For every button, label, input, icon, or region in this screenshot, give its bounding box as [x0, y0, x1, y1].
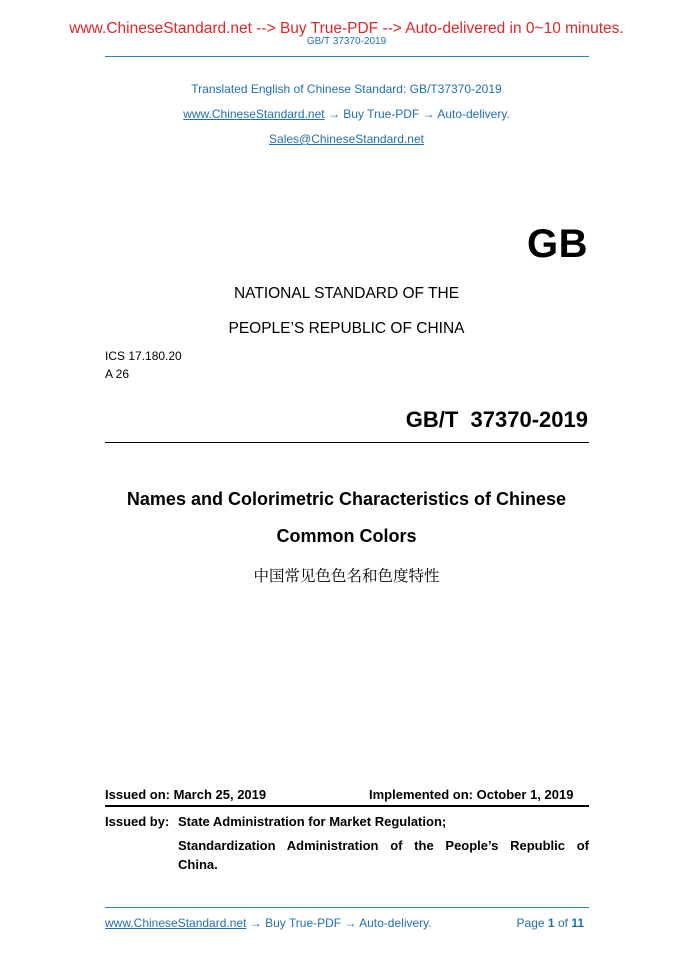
buy-pdf-text: → Buy True-PDF → Auto-delivery.	[327, 107, 510, 121]
promo-banner[interactable]: www.ChineseStandard.net --> Buy True-PDF --> Auto-delivered in 0~10 minutes.	[69, 20, 624, 37]
footer-rule	[105, 907, 589, 908]
page-total: 11	[571, 916, 584, 930]
ics-code: ICS 17.180.20	[105, 349, 182, 363]
of-label: of	[557, 916, 568, 930]
national-standard-line1: NATIONAL STANDARD OF THE	[233, 285, 460, 302]
page-number: 1	[547, 916, 555, 930]
email-link[interactable]: Sales@ChineseStandard.net	[269, 132, 424, 146]
issuer-line2: Standardization Administration of the People’s Republic of	[178, 838, 589, 853]
page-label: Page	[516, 916, 545, 930]
footer-links	[105, 916, 432, 930]
translation-note: Translated English of Chinese Standard: GB/T37370-2019	[191, 82, 502, 96]
page-indicator	[500, 916, 584, 930]
footer-site-link[interactable]: www.ChineseStandard.net	[105, 916, 247, 930]
issued-by-label: Issued by:	[105, 814, 170, 829]
email-line	[0, 132, 693, 146]
issuer-line1: State Administration for Market Regulation;	[178, 814, 447, 829]
document-title-line1: Names and Colorimetric Characteristics of Chinese	[126, 489, 567, 509]
footer-buy-text: → Buy True-PDF → Auto-delivery.	[249, 916, 432, 930]
issuer-line3: China.	[178, 857, 218, 872]
document-title-chinese: 中国常见色色名和色度特性	[253, 567, 440, 585]
issued-date: Issued on: March 25, 2019	[105, 787, 267, 802]
classification-code: A 26	[105, 367, 130, 381]
dates-rule	[105, 805, 589, 807]
implemented-date: Implemented on: October 1, 2019	[369, 787, 574, 802]
code-rule	[105, 442, 589, 443]
header-standard-code: GB/T 37370-2019	[306, 36, 387, 47]
site-link[interactable]: www.ChineseStandard.net	[183, 107, 325, 121]
document-title-line2: Common Colors	[276, 526, 417, 546]
national-standard-line2: PEOPLE’S REPUBLIC OF CHINA	[228, 320, 465, 337]
translation-links	[0, 107, 693, 121]
standard-number: GB/T 37370-2019	[405, 407, 588, 432]
gb-mark: GB	[527, 222, 588, 266]
header-rule	[105, 56, 589, 57]
